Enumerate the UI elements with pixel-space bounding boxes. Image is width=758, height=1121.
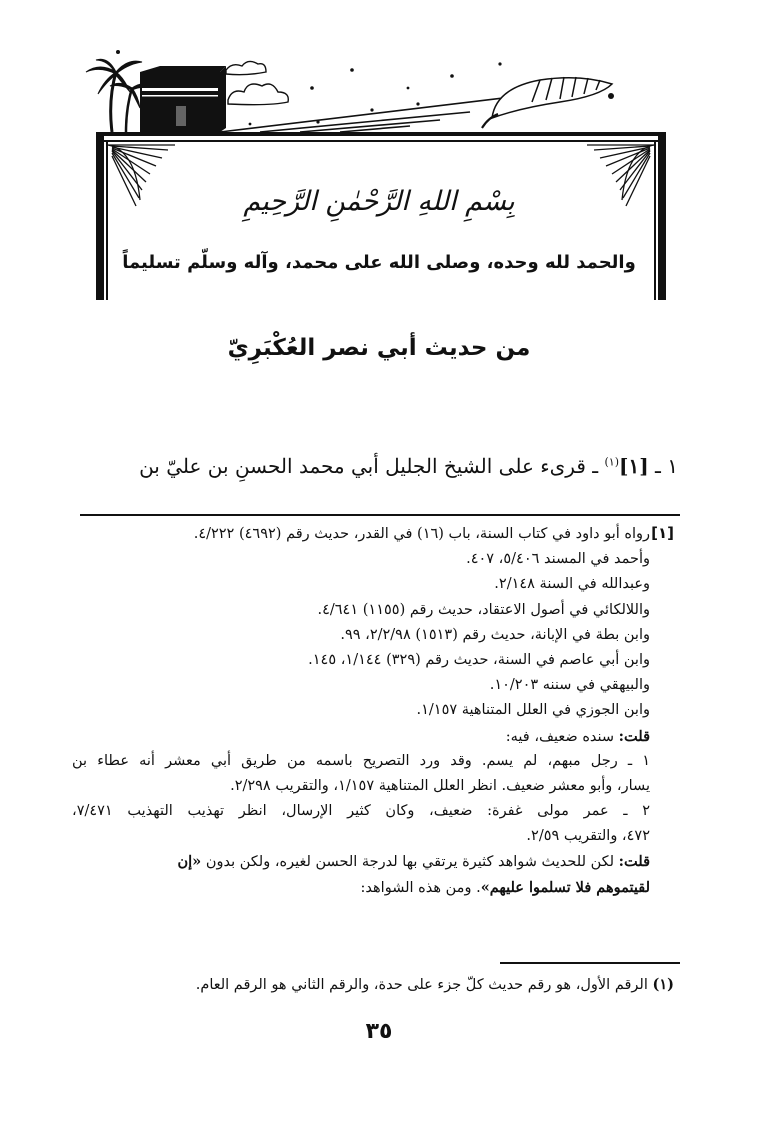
qult-label: قلت: [618,853,650,871]
hadith-quote: لقيتموهم فلا تسلموا عليهم» [480,878,650,896]
note-line: وابن بطة في الإبانة، حديث رقم (١٥١٣) ٢/٢/٩٨، ٩٩. [340,626,650,643]
qult-text: سنده ضعيف، فيه: [505,728,615,745]
page-number: ٣٥ [365,1019,393,1044]
hadith-reference: [١] [618,454,649,478]
note-line: وابن الجوزي في العلل المتناهية ١/١٥٧. [416,702,650,719]
notes-reference: [١] [651,524,674,542]
reason-line: يسار، وأبو معشر ضعيف. انظر العلل المتناهية ١/١٥٧، والتقريب ٢/٢٩٨. [230,777,650,794]
qult-line [72,724,650,749]
reason-line: ١ ـ رجل مبهم، لم يسم. وقد ورد التصريح باسمه من طريق أبي معشر أنه عطاء بن [72,752,650,769]
takhrij-notes [72,522,650,900]
closing-text: . ومن هذه الشواهد: [360,879,481,896]
page-footnote [74,976,674,993]
hadith-number: ١ ـ [655,454,678,478]
note-line: والبيهقي في سننه ١٠/٢٠٣. [489,677,650,694]
qult-text: لكن للحديث شواهد كثيرة يرتقي بها لدرجة الحسن لغيره، ولكن بدون [205,854,615,871]
divider-rule [80,514,680,516]
qult-line [72,849,650,874]
hadith-opening-line [78,454,678,478]
quote-line [72,875,650,900]
hadith-quote-start: «إن [177,853,202,871]
reason-line: ٢ ـ عمر مولى غفرة: ضعيف، وكان كثير الإرسال، انظر تهذيب التهذيب ٧/٤٧١، [72,803,650,820]
note-line: وعبدالله في السنة ٢/١٤٨. [494,576,650,593]
note-line: واللالكائي في أصول الاعتقاد، حديث رقم (١١٥٥) ٤/٦٤١. [317,601,650,618]
footnote-marker: (١) [652,976,674,993]
section-title: من حديث أبي نصر العُكْبَرِيّ [227,335,531,361]
note-line: وابن أبي عاصم في السنة، حديث رقم (٣٢٩) ١/١٤٤، ١٤٥. [308,651,650,668]
footnote-mark: (١) [604,455,619,469]
note-line: وأحمد في المسند ٥/٤٠٦، ٤٠٧. [466,551,650,568]
note-line: رواه أبو داود في كتاب السنة، باب (١٦) في القدر، حديث رقم (٤٦٩٢) ٤/٢٢٢. [193,526,650,542]
basmala: بِسْمِ اللهِ الرَّحْمٰنِ الرَّحِيمِ [243,186,515,217]
reason-line: ٤٧٢، والتقريب ٢/٥٩. [526,828,650,845]
praise-line: والحمد لله وحده، وصلى الله على محمد، وآله وسلّم تسليماً [122,252,636,273]
qult-label: قلت: [618,727,650,745]
footnote-rule [500,962,680,964]
footnote-text: الرقم الأول، هو رقم حديث كلّ جزء على حدة، والرقم الثاني هو الرقم العام. [195,977,648,993]
hadith-text: ـ قرىء على الشيخ الجليل أبي محمد الحسنِ بن عليّ بن [139,454,599,478]
